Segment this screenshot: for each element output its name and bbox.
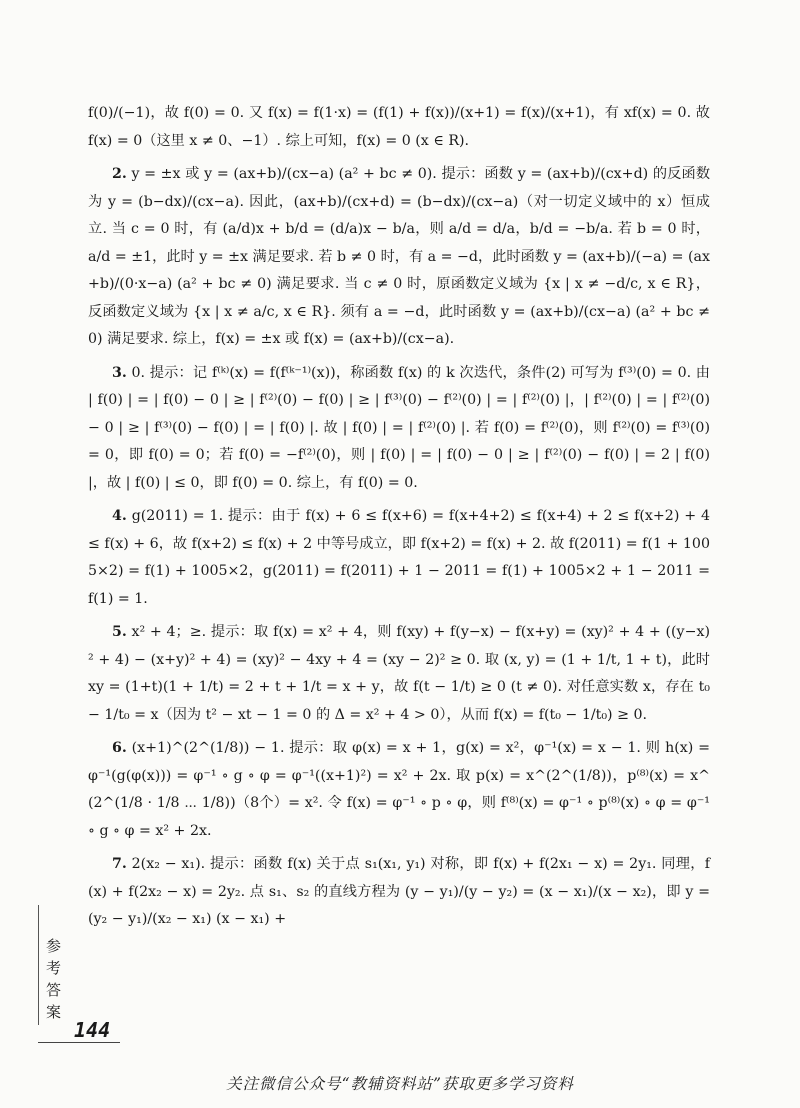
answer-number: 5. [112, 624, 127, 640]
answer-2 [88, 161, 710, 354]
answer-number: 2. [112, 166, 127, 182]
answer-5 [88, 619, 710, 729]
paragraph-1-text: f(0)/(−1)，故 f(0) = 0. 又 f(x) = f(1·x) = (f(1) + f(x))/(x+1) = f(x)/(x+1)，有 xf(x) = 0. 故 f(x) = 0（这里 x ≠ 0、−1）. 综上可知，f(x) = 0 (x ∈ R). [88, 105, 710, 149]
answer-number: 3. [112, 364, 127, 381]
footer-watermark: 关注微信公众号“教辅资料站”获取更多学习资料 [226, 1075, 574, 1093]
answer-number: 7. [112, 856, 127, 872]
answer-text: (x+1)^(2^(1/8)) − 1. 提示：取 φ(x) = x + 1，g(x) = x²，φ⁻¹(x) = x − 1. 则 h(x) = φ⁻¹(g(φ(x))) = φ⁻¹ ∘ g ∘ φ = φ⁻¹((x+1)²) = x² + 2x. 取 p(x) = x^(2^(1/8))，p⁽⁸⁾(x) = x^(2^(1/8 · 1/8 ⋯ 1/8))（8个）= x². 令 f(x) = φ⁻¹ ∘ p ∘ φ，则 f⁽⁸⁾(x) = φ⁻¹ ∘ p⁽⁸⁾(x) ∘ φ = φ⁻¹ ∘ g ∘ φ = x² + 2x. [88, 740, 710, 839]
answer-text: g(2011) = 1. 提示：由于 f(x) + 6 ≤ f(x+6) = f(x+4+2) ≤ f(x+4) + 2 ≤ f(x+2) + 4 ≤ f(x) + 6，故 f(x+2) ≤ f(x) + 2 中等号成立，即 f(x+2) = f(x) + 2. 故 f(2011) = f(1 + 1005×2) = f(1) + 1005×2，g(2011) = f(2011) + 1 − 2011 = f(1) + 1005×2 + 1 − 2011 = f(1) = 1. [88, 508, 710, 607]
answer-3 [88, 360, 710, 498]
answer-number: 4. [112, 508, 127, 524]
answer-content [88, 100, 710, 940]
page-number: 144 [74, 1018, 111, 1042]
answer-7 [88, 851, 710, 934]
answer-6 [88, 735, 710, 845]
answer-text: x² + 4；≥. 提示：取 f(x) = x² + 4，则 f(xy) + f(y−x) − f(x+y) = (xy)² + 4 + ((y−x)² + 4) − (x+y)² + 4) = (xy)² − 4xy + 4 = (xy − 2)² ≥ 0. 取 (x, y) = (1 + 1/t, 1 + t)，此时 xy = (1+t)(1 + 1/t) = 2 + t + 1/t = x + y，故 f(t − 1/t) ≥ 0 (t ≠ 0). 对任意实数 x，存在 t₀ − 1/t₀ = x（因为 t² − xt − 1 = 0 的 Δ = x² + 4 > 0），从而 f(x) = f(t₀ − 1/t₀) ≥ 0. [88, 624, 710, 723]
answer-text: 0. 提示：记 f⁽ᵏ⁾(x) = f(f⁽ᵏ⁻¹⁾(x))，称函数 f(x) 的 k 次迭代，条件(2) 可写为 f⁽³⁾(0) = 0. 由 | f(0) | = | f(0) − 0 | ≥ | f⁽²⁾(0) − f(0) | ≥ | f⁽³⁾(0) − f⁽²⁾(0) | = | f⁽²⁾(0) |，| f⁽²⁾(0) | = | f⁽²⁾(0) − 0 | ≥ | f⁽³⁾(0) − f(0) | = | f(0) |. 故 | f(0) | = | f⁽²⁾(0) |. 若 f(0) = f⁽²⁾(0)，则 f⁽²⁾(0) = f⁽³⁾(0) = 0，即 f(0) = 0；若 f(0) = −f⁽²⁾(0)，则 | f(0) | = | f(0) − 0 | ≥ | f⁽²⁾(0) − f(0) | = 2 | f(0) |，故 | f(0) | ≤ 0，即 f(0) = 0. 综上，有 f(0) = 0. [88, 364, 710, 491]
answer-number: 6. [112, 740, 127, 756]
answer-text: 2(x₂ − x₁). 提示：函数 f(x) 关于点 s₁(x₁, y₁) 对称，即 f(x) + f(2x₁ − x) = 2y₁. 同理，f(x) + f(2x₂ − x) = 2y₂. 点 s₁、s₂ 的直线方程为 (y − y₁)/(y − y₂) = (x − x₁)/(x − x₂)，即 y = (y₂ − y₁)/(x₂ − x₁) (x − x₁) + [88, 856, 710, 927]
answer-text: y = ±x 或 y = (ax+b)/(cx−a) (a² + bc ≠ 0). 提示：函数 y = (ax+b)/(cx+d) 的反函数为 y = (b−dx)/(cx−a). 因此，(ax+b)/(cx+d) = (b−dx)/(cx−a)（对一切定义域中的 x）恒成立. 当 c = 0 时，有 (a/d)x + b/d = (d/a)x − b/a，则 a/d = d/a，b/d = −b/a. 若 b = 0 时，a/d = ±1，此时 y = ±x 满足要求. 若 b ≠ 0 时，有 a = −d，此时函数 y = (ax+b)/(−a) = (ax+b)/(0·x−a) (a² + bc ≠ 0) 满足要求. 当 c ≠ 0 时，原函数定义域为 {x | x ≠ −d/c, x ∈ R}，反函数定义域为 {x | x ≠ a/c, x ∈ R}. 须有 a = −d，此时函数 y = (ax+b)/(cx−a) (a² + bc ≠ 0) 满足要求. 综上，f(x) = ±x 或 f(x) = (ax+b)/(cx−a). [88, 166, 711, 347]
answer-4 [88, 503, 710, 613]
paragraph-1-continuation [88, 100, 710, 155]
side-label: 参考答案 [46, 937, 62, 1021]
